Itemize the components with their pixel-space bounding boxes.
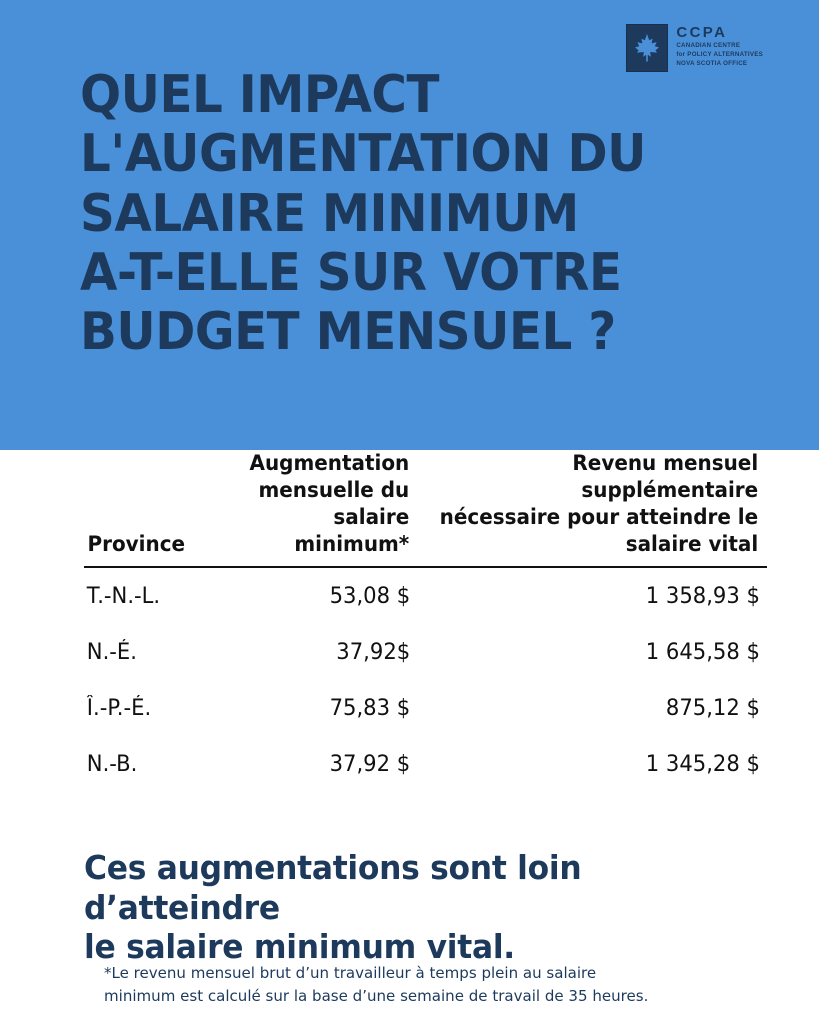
- cell-increase: 37,92$: [336, 639, 411, 665]
- ccpa-name-line1: CANADIAN CENTRE: [676, 42, 741, 50]
- title-line-2: L'AUGMENTATION DU: [80, 124, 646, 185]
- data-table-section: [0, 450, 819, 792]
- table-row: [84, 624, 767, 680]
- cell-needed: 1 358,93 $: [645, 583, 760, 609]
- cell-province: Î.-P.-É.: [86, 695, 152, 721]
- ccpa-logo: [626, 24, 763, 72]
- conclusion-line-2: le salaire minimum vital.: [84, 927, 515, 967]
- title-line-4: A-T-ELLE SUR VOTRE: [80, 242, 622, 303]
- title-line-1: QUEL IMPACT: [80, 65, 439, 125]
- cell-needed: 875,12 $: [665, 695, 760, 721]
- footnote-line-1: *Le revenu mensuel brut d’un travailleur à temps plein au salaire: [104, 964, 597, 982]
- cell-increase: 53,08 $: [329, 583, 411, 609]
- cell-province: T.-N.-L.: [86, 583, 161, 609]
- column-header-province: Province: [87, 531, 186, 556]
- footnote-text: [104, 962, 744, 1009]
- maple-leaf-icon: [626, 24, 668, 72]
- ccpa-logo-text: [676, 24, 763, 67]
- page-title: [80, 66, 694, 362]
- ccpa-office-line: NOVA SCOTIA OFFICE: [676, 59, 748, 67]
- column-header-needed: [423, 450, 758, 566]
- wage-comparison-table: [84, 450, 767, 792]
- table-row: [84, 567, 767, 624]
- cell-needed: 1 645,58 $: [645, 639, 760, 665]
- cell-increase: 75,83 $: [329, 695, 411, 721]
- title-line-3: SALAIRE MINIMUM: [80, 183, 579, 244]
- column-header-increase-line1: Augmentation: [249, 451, 410, 475]
- table-row: [84, 736, 767, 792]
- cell-province: N.-B.: [86, 751, 138, 777]
- footnote-line-2: minimum est calculé sur la base d’une semaine de travail de 35 heures.: [104, 987, 649, 1006]
- ccpa-name-line2: for POLICY ALTERNATIVES: [676, 50, 763, 58]
- column-header-needed-line2: nécessaire pour atteindre le: [439, 504, 759, 529]
- column-header-increase-line3: salaire minimum*: [294, 504, 410, 556]
- title-line-5: BUDGET MENSUEL ?: [80, 302, 616, 363]
- cell-increase: 37,92 $: [329, 751, 411, 777]
- hero-banner: [0, 0, 819, 450]
- ccpa-acronym: CCPA: [676, 24, 728, 41]
- conclusion-line-1: Ces augmentations sont loin d’atteindre: [84, 848, 582, 927]
- conclusion-text: [84, 848, 730, 967]
- column-header-needed-line3: salaire vital: [625, 531, 759, 556]
- column-header-increase-line2: mensuelle du: [258, 477, 410, 502]
- cell-needed: 1 345,28 $: [645, 751, 760, 777]
- cell-province: N.-É.: [86, 639, 138, 665]
- column-header-increase: [229, 450, 410, 566]
- column-header-needed-line1: Revenu mensuel supplémentaire: [572, 451, 759, 502]
- table-header-row: [84, 450, 767, 566]
- table-row: [84, 680, 767, 736]
